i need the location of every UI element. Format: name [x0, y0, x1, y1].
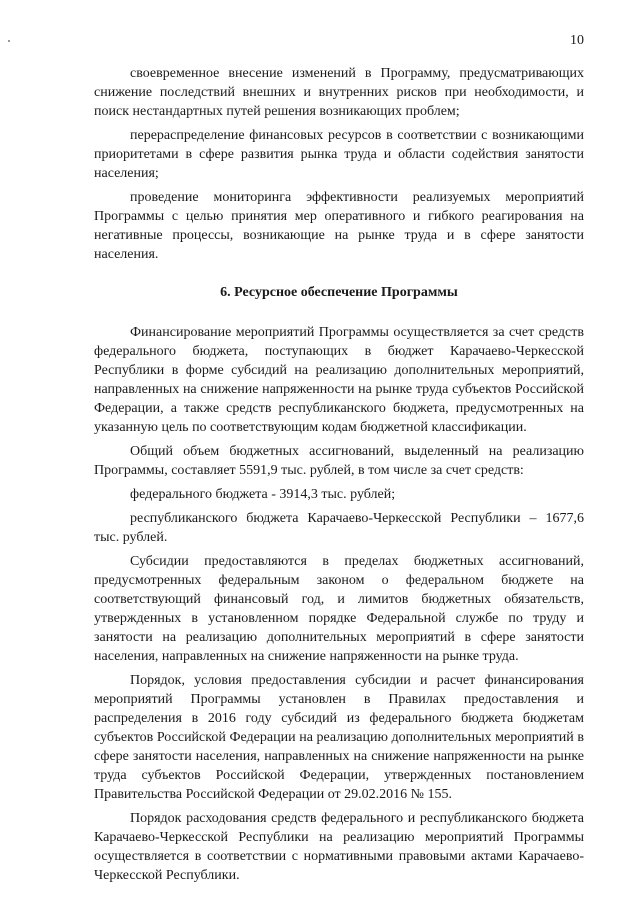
paragraph-republic-budget: республиканского бюджета Карачаево-Черкесской Республики – 1677,6 тыс. рублей.: [94, 511, 584, 545]
scan-speck: [8, 40, 10, 42]
paragraph-monitoring: проведение мониторинга эффективности реализуемых мероприятий Программы с целью принятия мер оперативного и гибкого реагирования на негативные процессы, возникающие на рынке труда и в сфере занятости населения.: [94, 190, 584, 262]
paragraph-federal-budget: федерального бюджета - 3914,3 тыс. рублей;: [130, 487, 396, 502]
section-heading: 6. Ресурсное обеспечение Программы: [220, 285, 458, 300]
paragraph-spending-order: Порядок расходования средств федерального и республиканского бюджета Карачаево-Черкесской Республики на реализацию мероприятий Программы осуществляется в соответствии с нормативными правовыми актами Карачаево-Черкесской Республики.: [94, 811, 584, 883]
paragraph-total-volume: Общий объем бюджетных ассигнований, выделенный на реализацию Программы, составляет 5591,9 тыс. рублей, в том числе за счет средств:: [94, 444, 584, 478]
paragraph-procedure: Порядок, условия предоставления субсидии и расчет финансирования мероприятий Программы установлен в Правилах предоставления и распределения в 2016 году субсидий из федерального бюджета бюджетам субъектов Российской Федерации на реализацию дополнительных мероприятий в сфере занятости населения, направленных на снижение напряженности на рынке труда субъектов Российской Федерации, утвержденных постановлением Правительства Российской Федерации от 29.02.2016 № 155.: [94, 673, 584, 802]
paragraph-subsidies: Субсидии предоставляются в пределах бюджетных ассигнований, предусмотренных федеральным законом о федеральном бюджете на соответствующий финансовый год, и лимитов бюджетных обязательств, утвержденных в установленном порядке Федеральной службе по труду и занятости на реализацию дополнительных мероприятий в сфере занятости населения, направленных на снижение напряженности на рынке труда.: [94, 554, 584, 664]
paragraph-financing: Финансирование мероприятий Программы осуществляется за счет средств федерального бюджета, поступающих в бюджет Карачаево-Черкесской Республики в форме субсидий на реализацию дополнительных мероприятий, направленных на снижение напряженности на рынке труда субъектов Российской Федерации, а также средств республиканского бюджета, предусмотренных на указанную цель по соответствующим кодам бюджетной классификации.: [94, 325, 584, 435]
paragraph-resource-redistribution: перераспределение финансовых ресурсов в соответствии с возникающими приоритетами в сфере развития рынка труда и области содействия занятости населения;: [94, 128, 584, 181]
document-body: [94, 64, 584, 890]
page-number: 10: [570, 33, 584, 48]
paragraph-program-changes: своевременное внесение изменений в Программу, предусматривающих снижение последствий внешних и внутренних рисков при необходимости, и поиск нестандартных путей решения возникающих проблем;: [94, 66, 584, 119]
